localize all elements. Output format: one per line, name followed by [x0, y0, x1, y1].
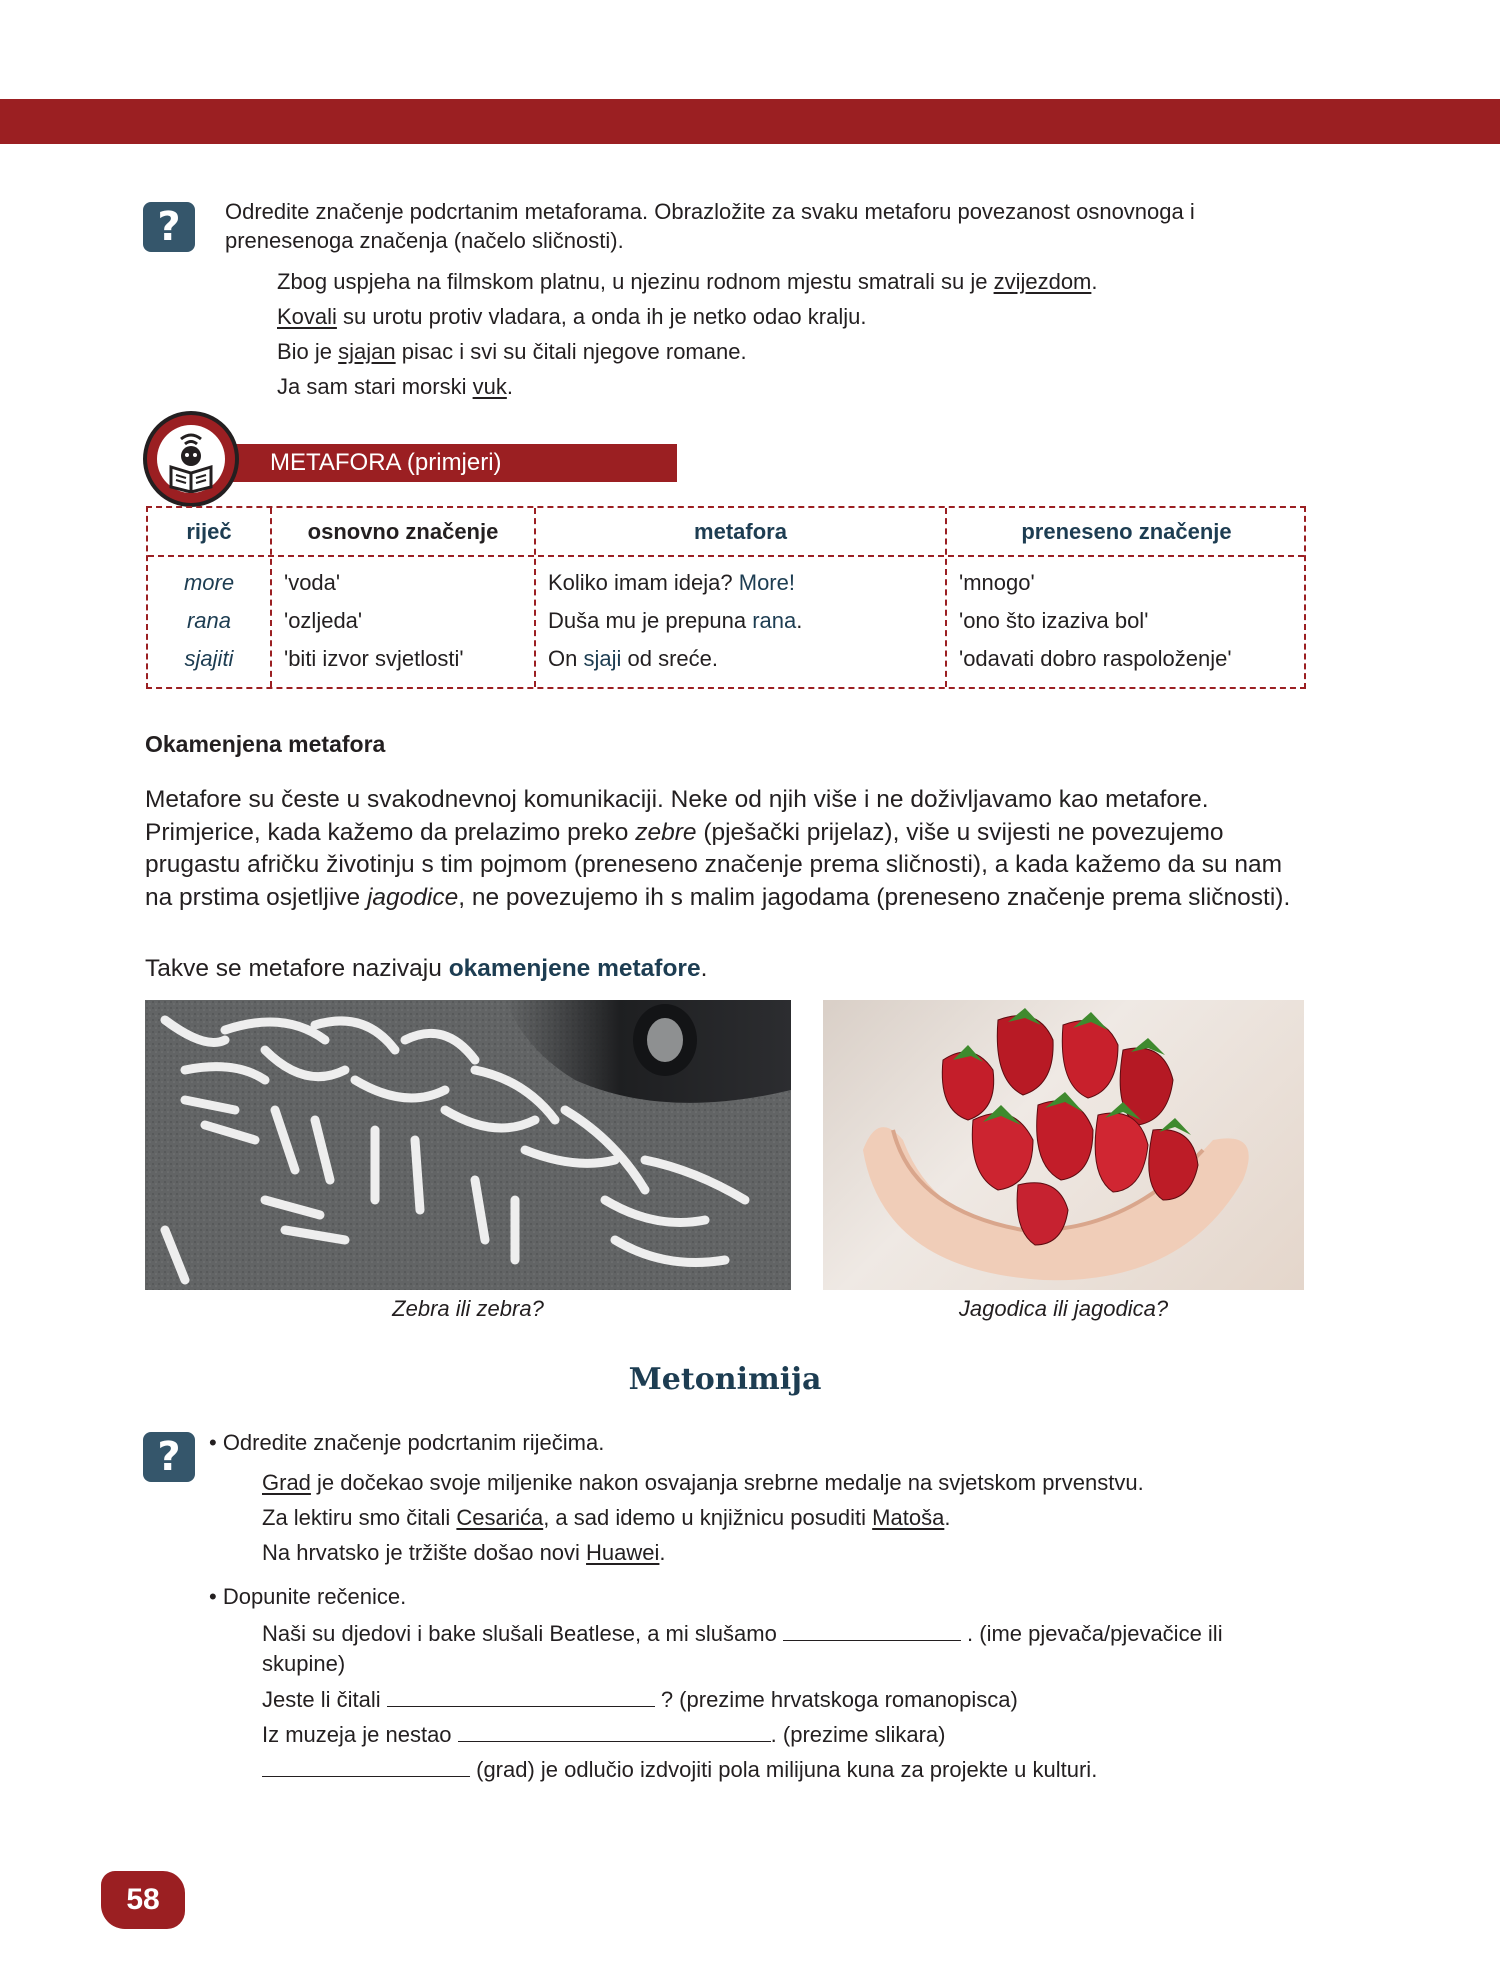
photo-caption: Zebra ili zebra?	[392, 1296, 544, 1321]
table-cell: 'biti izvor svjetlosti'	[284, 646, 464, 671]
table-cell: Koliko imam ideja? More!	[548, 570, 795, 595]
fill-sentence: (grad) je odlučio izdvojiti pola milijuna kuna za projekte u kulturi.	[262, 1755, 1223, 1785]
example-sentence: Grad je dočekao svoje miljenike nakon osvajanja srebrne medalje na svjetskom prvenstvu.	[262, 1470, 1144, 1495]
underlined-word: zvijezdom	[993, 269, 1092, 294]
underlined-word: Kovali	[277, 304, 337, 329]
table-cell: 'voda'	[284, 570, 341, 595]
metafora-table	[146, 506, 1306, 689]
table-cell: more	[183, 570, 235, 595]
fill-sentence-continued: skupine)	[262, 1651, 346, 1676]
paragraph: Metafore su česte u svakodnevnoj komunikaciji. Neke od njih više i ne doživljavamo kao metafore. Primjerice, kada kažemo da prelazimo preko zebre (pješački prijelaz), više u svijesti ne povezujemo prugastu afričku životinju s tim pojmom (preneseno značenje prema sličnosti), a kada kažemo da su nam na prstima osjetljive jagodice, ne povezujemo ih s malim jagodama (preneseno značenje prema sličnosti).	[145, 786, 1291, 911]
page-number: 58	[101, 1871, 185, 1929]
table-header: preneseno značenje	[1021, 519, 1232, 544]
table-cell: 'ono što izaziva bol'	[959, 608, 1149, 633]
table-header: osnovno značenje	[307, 519, 499, 544]
example-sentence: Zbog uspjeha na filmskom platnu, u njezinu rodnom mjestu smatrali su je zvijezdom.	[277, 269, 1098, 294]
table-cell: Duša mu je prepuna rana.	[548, 608, 803, 633]
table-cell: 'odavati dobro raspoloženje'	[959, 646, 1232, 671]
fill-sentence: Iz muzeja je nestao . (prezime slikara)	[262, 1722, 946, 1747]
section-title: Okamenjena metafora	[145, 731, 386, 757]
paragraph: Takve se metafore nazivaju okamenjene metafore.	[145, 955, 708, 982]
task1-sentences	[277, 264, 1098, 404]
example-sentence: Za lektiru smo čitali Cesarića, a sad idemo u knjižnicu posuditi Matoša.	[262, 1505, 951, 1530]
metonimija-sentences	[262, 1465, 1144, 1570]
table-header: metafora	[694, 519, 787, 544]
table-cell: On sjaji od sreće.	[548, 646, 718, 671]
answer-blank[interactable]	[262, 1755, 470, 1777]
example-sentence: Na hrvatsko je tržište došao novi Huawei.	[262, 1540, 666, 1565]
example-sentence: Ja sam stari morski vuk.	[277, 374, 513, 399]
section-heading: Metonimija	[628, 1362, 822, 1397]
table-header: riječ	[186, 519, 232, 544]
fill-sentence: Jeste li čitali ? (prezime hrvatskoga romanopisca)	[262, 1687, 1018, 1712]
underlined-word: sjajan	[338, 339, 396, 364]
underlined-word: vuk	[472, 374, 507, 399]
underlined-word: Cesarića	[456, 1505, 544, 1530]
zebra-crossing-photo	[145, 1000, 791, 1290]
answer-blank[interactable]	[783, 1619, 961, 1641]
reading-person-icon	[143, 411, 239, 507]
answer-blank[interactable]	[387, 1685, 655, 1707]
question-mark-icon: ?	[143, 202, 195, 252]
photo-caption: Jagodica ili jagodica?	[958, 1296, 1169, 1321]
fill-sentence: Naši su djedovi i bake slušali Beatlese, a mi slušamo . (ime pjevača/pjevačice ili	[262, 1621, 1223, 1646]
task1-instruction: Odredite značenje podcrtanim metaforama. Obrazložite za svaku metaforu povezanost osnovnoga i prenesenoga značenja (načelo sličnosti).	[225, 199, 1195, 253]
example-sentence: Bio je sjajan pisac i svi su čitali njegove romane.	[277, 339, 747, 364]
fill-in-sentences	[262, 1619, 1223, 1785]
header-bar	[0, 99, 1500, 144]
question-mark-icon: ?	[143, 1432, 195, 1482]
table-cell: sjajiti	[184, 646, 234, 671]
metafora-title-bar: METAFORA (primjeri)	[230, 444, 677, 482]
underlined-word: Grad	[262, 1470, 311, 1495]
underlined-word: Matoša	[872, 1505, 945, 1530]
answer-blank[interactable]	[458, 1720, 771, 1742]
example-sentence: Kovali su urotu protiv vladara, a onda ih je netko odao kralju.	[277, 304, 867, 329]
task-bullet: • Odredite značenje podcrtanim riječima.	[209, 1430, 605, 1455]
table-cell: rana	[186, 608, 232, 633]
table-cell: 'ozljeda'	[284, 608, 363, 633]
underlined-word: Huawei	[586, 1540, 660, 1565]
table-cell: 'mnogo'	[959, 570, 1035, 595]
task-bullet: • Dopunite rečenice.	[209, 1584, 407, 1609]
strawberries-in-hands-photo	[823, 1000, 1304, 1290]
